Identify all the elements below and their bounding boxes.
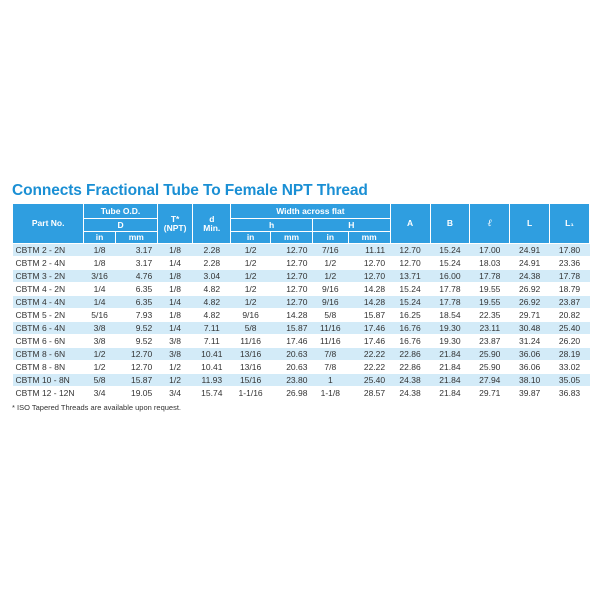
header-unit-mm: mm: [348, 232, 390, 244]
cell-H-mm: 28.57: [348, 387, 390, 400]
table-row: [13, 322, 590, 335]
header-a: A: [390, 204, 430, 244]
cell-part-no: CBTM 6 - 6N: [13, 335, 84, 348]
cell-H-mm: 25.40: [348, 374, 390, 387]
cell-h-mm: 12.70: [271, 257, 313, 270]
cell-t-npt: 1/8: [157, 309, 193, 322]
cell-l1: 20.82: [550, 309, 590, 322]
header-t: [157, 204, 193, 244]
header-unit-mm: mm: [115, 232, 157, 244]
cell-tube-od-in: 3/8: [84, 335, 115, 348]
cell-tube-od-mm: 19.05: [115, 387, 157, 400]
page-title: Connects Fractional Tube To Female NPT Thread: [12, 182, 368, 199]
cell-t-npt: 1/2: [157, 361, 193, 374]
cell-d-min: 10.41: [193, 361, 231, 374]
header-d-label: d: [209, 213, 215, 224]
cell-l: 24.91: [510, 257, 550, 270]
cell-b: 15.24: [430, 257, 470, 270]
cell-H-mm: 11.11: [348, 244, 390, 257]
cell-a: 16.76: [390, 335, 430, 348]
cell-l: 24.38: [510, 270, 550, 283]
header-t-sub: (NPT): [163, 222, 187, 233]
cell-H-in: 1/2: [312, 257, 348, 270]
cell-l1: 23.36: [550, 257, 590, 270]
header-d: [193, 204, 231, 244]
header-unit-in: in: [84, 232, 115, 244]
cell-tube-od-mm: 6.35: [115, 296, 157, 309]
cell-part-no: CBTM 10 - 8N: [13, 374, 84, 387]
cell-b: 15.24: [430, 244, 470, 257]
cell-b: 21.84: [430, 348, 470, 361]
cell-h-mm: 26.98: [271, 387, 313, 400]
cell-h-mm: 14.28: [271, 309, 313, 322]
cell-h-mm: 15.87: [271, 322, 313, 335]
header-t-label: T*: [170, 213, 180, 224]
cell-a: 15.24: [390, 283, 430, 296]
cell-d-min: 10.41: [193, 348, 231, 361]
cell-tube-od-mm: 15.87: [115, 374, 157, 387]
cell-h-mm: 12.70: [271, 270, 313, 283]
header-l-script: ℓ: [470, 204, 510, 244]
cell-tube-od-in: 1/8: [84, 244, 115, 257]
cell-H-in: 5/8: [312, 309, 348, 322]
cell-b: 17.78: [430, 296, 470, 309]
cell-h-in: 1/2: [231, 270, 271, 283]
cell-h-mm: 12.70: [271, 296, 313, 309]
table-row: [13, 335, 590, 348]
cell-d-min: 7.11: [193, 322, 231, 335]
cell-tube-od-in: 1/4: [84, 283, 115, 296]
cell-l: 38.10: [510, 374, 550, 387]
cell-tube-od-mm: 3.17: [115, 244, 157, 257]
cell-tube-od-in: 1/2: [84, 361, 115, 374]
table-row: [13, 257, 590, 270]
cell-tube-od-mm: 12.70: [115, 361, 157, 374]
header-h-small: h: [231, 219, 313, 232]
cell-H-in: 7/8: [312, 348, 348, 361]
cell-t-npt: 3/8: [157, 335, 193, 348]
cell-h-in: 15/16: [231, 374, 271, 387]
cell-l1: 25.40: [550, 322, 590, 335]
cell-tube-od-mm: 6.35: [115, 283, 157, 296]
cell-l1: 17.80: [550, 244, 590, 257]
cell-l-script: 27.94: [470, 374, 510, 387]
table-header: [13, 204, 590, 244]
cell-a: 15.24: [390, 296, 430, 309]
header-h-large: H: [312, 219, 390, 232]
cell-t-npt: 1/4: [157, 296, 193, 309]
footnote: * ISO Tapered Threads are available upon request.: [12, 403, 181, 412]
table-row: [13, 270, 590, 283]
header-b: B: [430, 204, 470, 244]
cell-H-mm: 22.22: [348, 361, 390, 374]
header-d-sub: Min.: [203, 222, 221, 233]
table-row: [13, 309, 590, 322]
cell-b: 21.84: [430, 387, 470, 400]
cell-tube-od-in: 3/4: [84, 387, 115, 400]
cell-b: 17.78: [430, 283, 470, 296]
cell-H-in: 1: [312, 374, 348, 387]
cell-tube-od-in: 5/16: [84, 309, 115, 322]
cell-part-no: CBTM 8 - 6N: [13, 348, 84, 361]
header-unit-in: in: [312, 232, 348, 244]
cell-tube-od-in: 1/8: [84, 257, 115, 270]
cell-l-script: 29.71: [470, 387, 510, 400]
cell-l-script: 19.55: [470, 283, 510, 296]
cell-l: 36.06: [510, 361, 550, 374]
table-row: [13, 296, 590, 309]
cell-H-mm: 14.28: [348, 283, 390, 296]
cell-tube-od-mm: 9.52: [115, 322, 157, 335]
cell-a: 22.86: [390, 348, 430, 361]
table-body: [13, 244, 590, 400]
cell-l: 36.06: [510, 348, 550, 361]
cell-l1: 28.19: [550, 348, 590, 361]
cell-h-in: 1/2: [231, 283, 271, 296]
header-l: L: [510, 204, 550, 244]
cell-l-script: 22.35: [470, 309, 510, 322]
cell-l1: 33.02: [550, 361, 590, 374]
cell-l: 30.48: [510, 322, 550, 335]
cell-a: 22.86: [390, 361, 430, 374]
cell-b: 19.30: [430, 322, 470, 335]
cell-H-mm: 17.46: [348, 322, 390, 335]
cell-H-in: 7/16: [312, 244, 348, 257]
cell-H-mm: 15.87: [348, 309, 390, 322]
cell-H-mm: 17.46: [348, 335, 390, 348]
cell-H-mm: 12.70: [348, 270, 390, 283]
cell-part-no: CBTM 12 - 12N: [13, 387, 84, 400]
cell-H-in: 1/2: [312, 270, 348, 283]
cell-tube-od-mm: 7.93: [115, 309, 157, 322]
cell-H-in: 11/16: [312, 322, 348, 335]
cell-h-in: 1/2: [231, 296, 271, 309]
cell-l-script: 25.90: [470, 361, 510, 374]
cell-l-script: 18.03: [470, 257, 510, 270]
cell-d-min: 2.28: [193, 257, 231, 270]
cell-d-min: 4.82: [193, 283, 231, 296]
cell-d-min: 4.82: [193, 296, 231, 309]
cell-h-mm: 23.80: [271, 374, 313, 387]
cell-part-no: CBTM 8 - 8N: [13, 361, 84, 374]
cell-h-mm: 20.63: [271, 361, 313, 374]
cell-a: 24.38: [390, 374, 430, 387]
cell-b: 18.54: [430, 309, 470, 322]
cell-d-min: 7.11: [193, 335, 231, 348]
cell-part-no: CBTM 3 - 2N: [13, 270, 84, 283]
cell-l-script: 17.00: [470, 244, 510, 257]
header-width-across-flat: Width across flat: [231, 204, 390, 219]
cell-l-script: 17.78: [470, 270, 510, 283]
cell-t-npt: 1/8: [157, 270, 193, 283]
cell-l-script: 23.11: [470, 322, 510, 335]
cell-l: 29.71: [510, 309, 550, 322]
table-row: [13, 244, 590, 257]
cell-t-npt: 1/4: [157, 322, 193, 335]
cell-a: 16.25: [390, 309, 430, 322]
cell-h-in: 1-1/16: [231, 387, 271, 400]
cell-tube-od-in: 5/8: [84, 374, 115, 387]
cell-l-script: 19.55: [470, 296, 510, 309]
cell-a: 12.70: [390, 244, 430, 257]
cell-part-no: CBTM 5 - 2N: [13, 309, 84, 322]
cell-tube-od-mm: 3.17: [115, 257, 157, 270]
header-l1: L₁: [550, 204, 590, 244]
cell-tube-od-in: 3/8: [84, 322, 115, 335]
cell-d-min: 11.93: [193, 374, 231, 387]
cell-a: 24.38: [390, 387, 430, 400]
header-tube-od: [84, 204, 157, 219]
cell-H-in: 9/16: [312, 283, 348, 296]
cell-h-mm: 12.70: [271, 244, 313, 257]
header-tube-od-label: Tube O.D.: [100, 205, 141, 216]
cell-b: 21.84: [430, 374, 470, 387]
cell-h-mm: 12.70: [271, 283, 313, 296]
cell-tube-od-mm: 4.76: [115, 270, 157, 283]
cell-tube-od-in: 3/16: [84, 270, 115, 283]
cell-h-mm: 17.46: [271, 335, 313, 348]
cell-a: 13.71: [390, 270, 430, 283]
cell-H-in: 1-1/8: [312, 387, 348, 400]
cell-l: 26.92: [510, 296, 550, 309]
cell-H-mm: 14.28: [348, 296, 390, 309]
table-row: [13, 361, 590, 374]
cell-H-in: 11/16: [312, 335, 348, 348]
cell-t-npt: 3/4: [157, 387, 193, 400]
cell-l-script: 23.87: [470, 335, 510, 348]
cell-l1: 18.79: [550, 283, 590, 296]
cell-tube-od-in: 1/4: [84, 296, 115, 309]
cell-H-mm: 12.70: [348, 257, 390, 270]
cell-tube-od-in: 1/2: [84, 348, 115, 361]
cell-h-in: 13/16: [231, 361, 271, 374]
cell-l1: 17.78: [550, 270, 590, 283]
cell-l1: 23.87: [550, 296, 590, 309]
cell-t-npt: 1/4: [157, 257, 193, 270]
cell-l: 39.87: [510, 387, 550, 400]
cell-part-no: CBTM 6 - 4N: [13, 322, 84, 335]
cell-b: 21.84: [430, 361, 470, 374]
cell-h-in: 13/16: [231, 348, 271, 361]
cell-a: 12.70: [390, 257, 430, 270]
cell-l1: 35.05: [550, 374, 590, 387]
header-tube-od-sub: D: [84, 219, 157, 232]
spec-table: [12, 203, 590, 400]
table-row: [13, 348, 590, 361]
cell-H-in: 9/16: [312, 296, 348, 309]
cell-part-no: CBTM 4 - 4N: [13, 296, 84, 309]
cell-b: 19.30: [430, 335, 470, 348]
cell-l1: 36.83: [550, 387, 590, 400]
table-row: [13, 374, 590, 387]
cell-l: 26.92: [510, 283, 550, 296]
cell-t-npt: 1/8: [157, 244, 193, 257]
cell-t-npt: 1/8: [157, 283, 193, 296]
cell-t-npt: 1/2: [157, 374, 193, 387]
cell-d-min: 3.04: [193, 270, 231, 283]
table-row: [13, 283, 590, 296]
cell-d-min: 4.82: [193, 309, 231, 322]
cell-h-in: 9/16: [231, 309, 271, 322]
cell-part-no: CBTM 4 - 2N: [13, 283, 84, 296]
cell-l: 24.91: [510, 244, 550, 257]
header-unit-mm: mm: [271, 232, 313, 244]
cell-h-in: 1/2: [231, 244, 271, 257]
cell-a: 16.76: [390, 322, 430, 335]
cell-d-min: 2.28: [193, 244, 231, 257]
cell-part-no: CBTM 2 - 2N: [13, 244, 84, 257]
cell-d-min: 15.74: [193, 387, 231, 400]
cell-h-in: 11/16: [231, 335, 271, 348]
cell-h-mm: 20.63: [271, 348, 313, 361]
cell-l-script: 25.90: [470, 348, 510, 361]
cell-part-no: CBTM 2 - 4N: [13, 257, 84, 270]
table-row: [13, 387, 590, 400]
cell-h-in: 5/8: [231, 322, 271, 335]
cell-H-mm: 22.22: [348, 348, 390, 361]
header-part-no: Part No.: [13, 204, 84, 244]
cell-b: 16.00: [430, 270, 470, 283]
cell-l: 31.24: [510, 335, 550, 348]
cell-H-in: 7/8: [312, 361, 348, 374]
header-unit-in: in: [231, 232, 271, 244]
cell-tube-od-mm: 9.52: [115, 335, 157, 348]
cell-t-npt: 3/8: [157, 348, 193, 361]
cell-tube-od-mm: 12.70: [115, 348, 157, 361]
cell-l1: 26.20: [550, 335, 590, 348]
cell-h-in: 1/2: [231, 257, 271, 270]
